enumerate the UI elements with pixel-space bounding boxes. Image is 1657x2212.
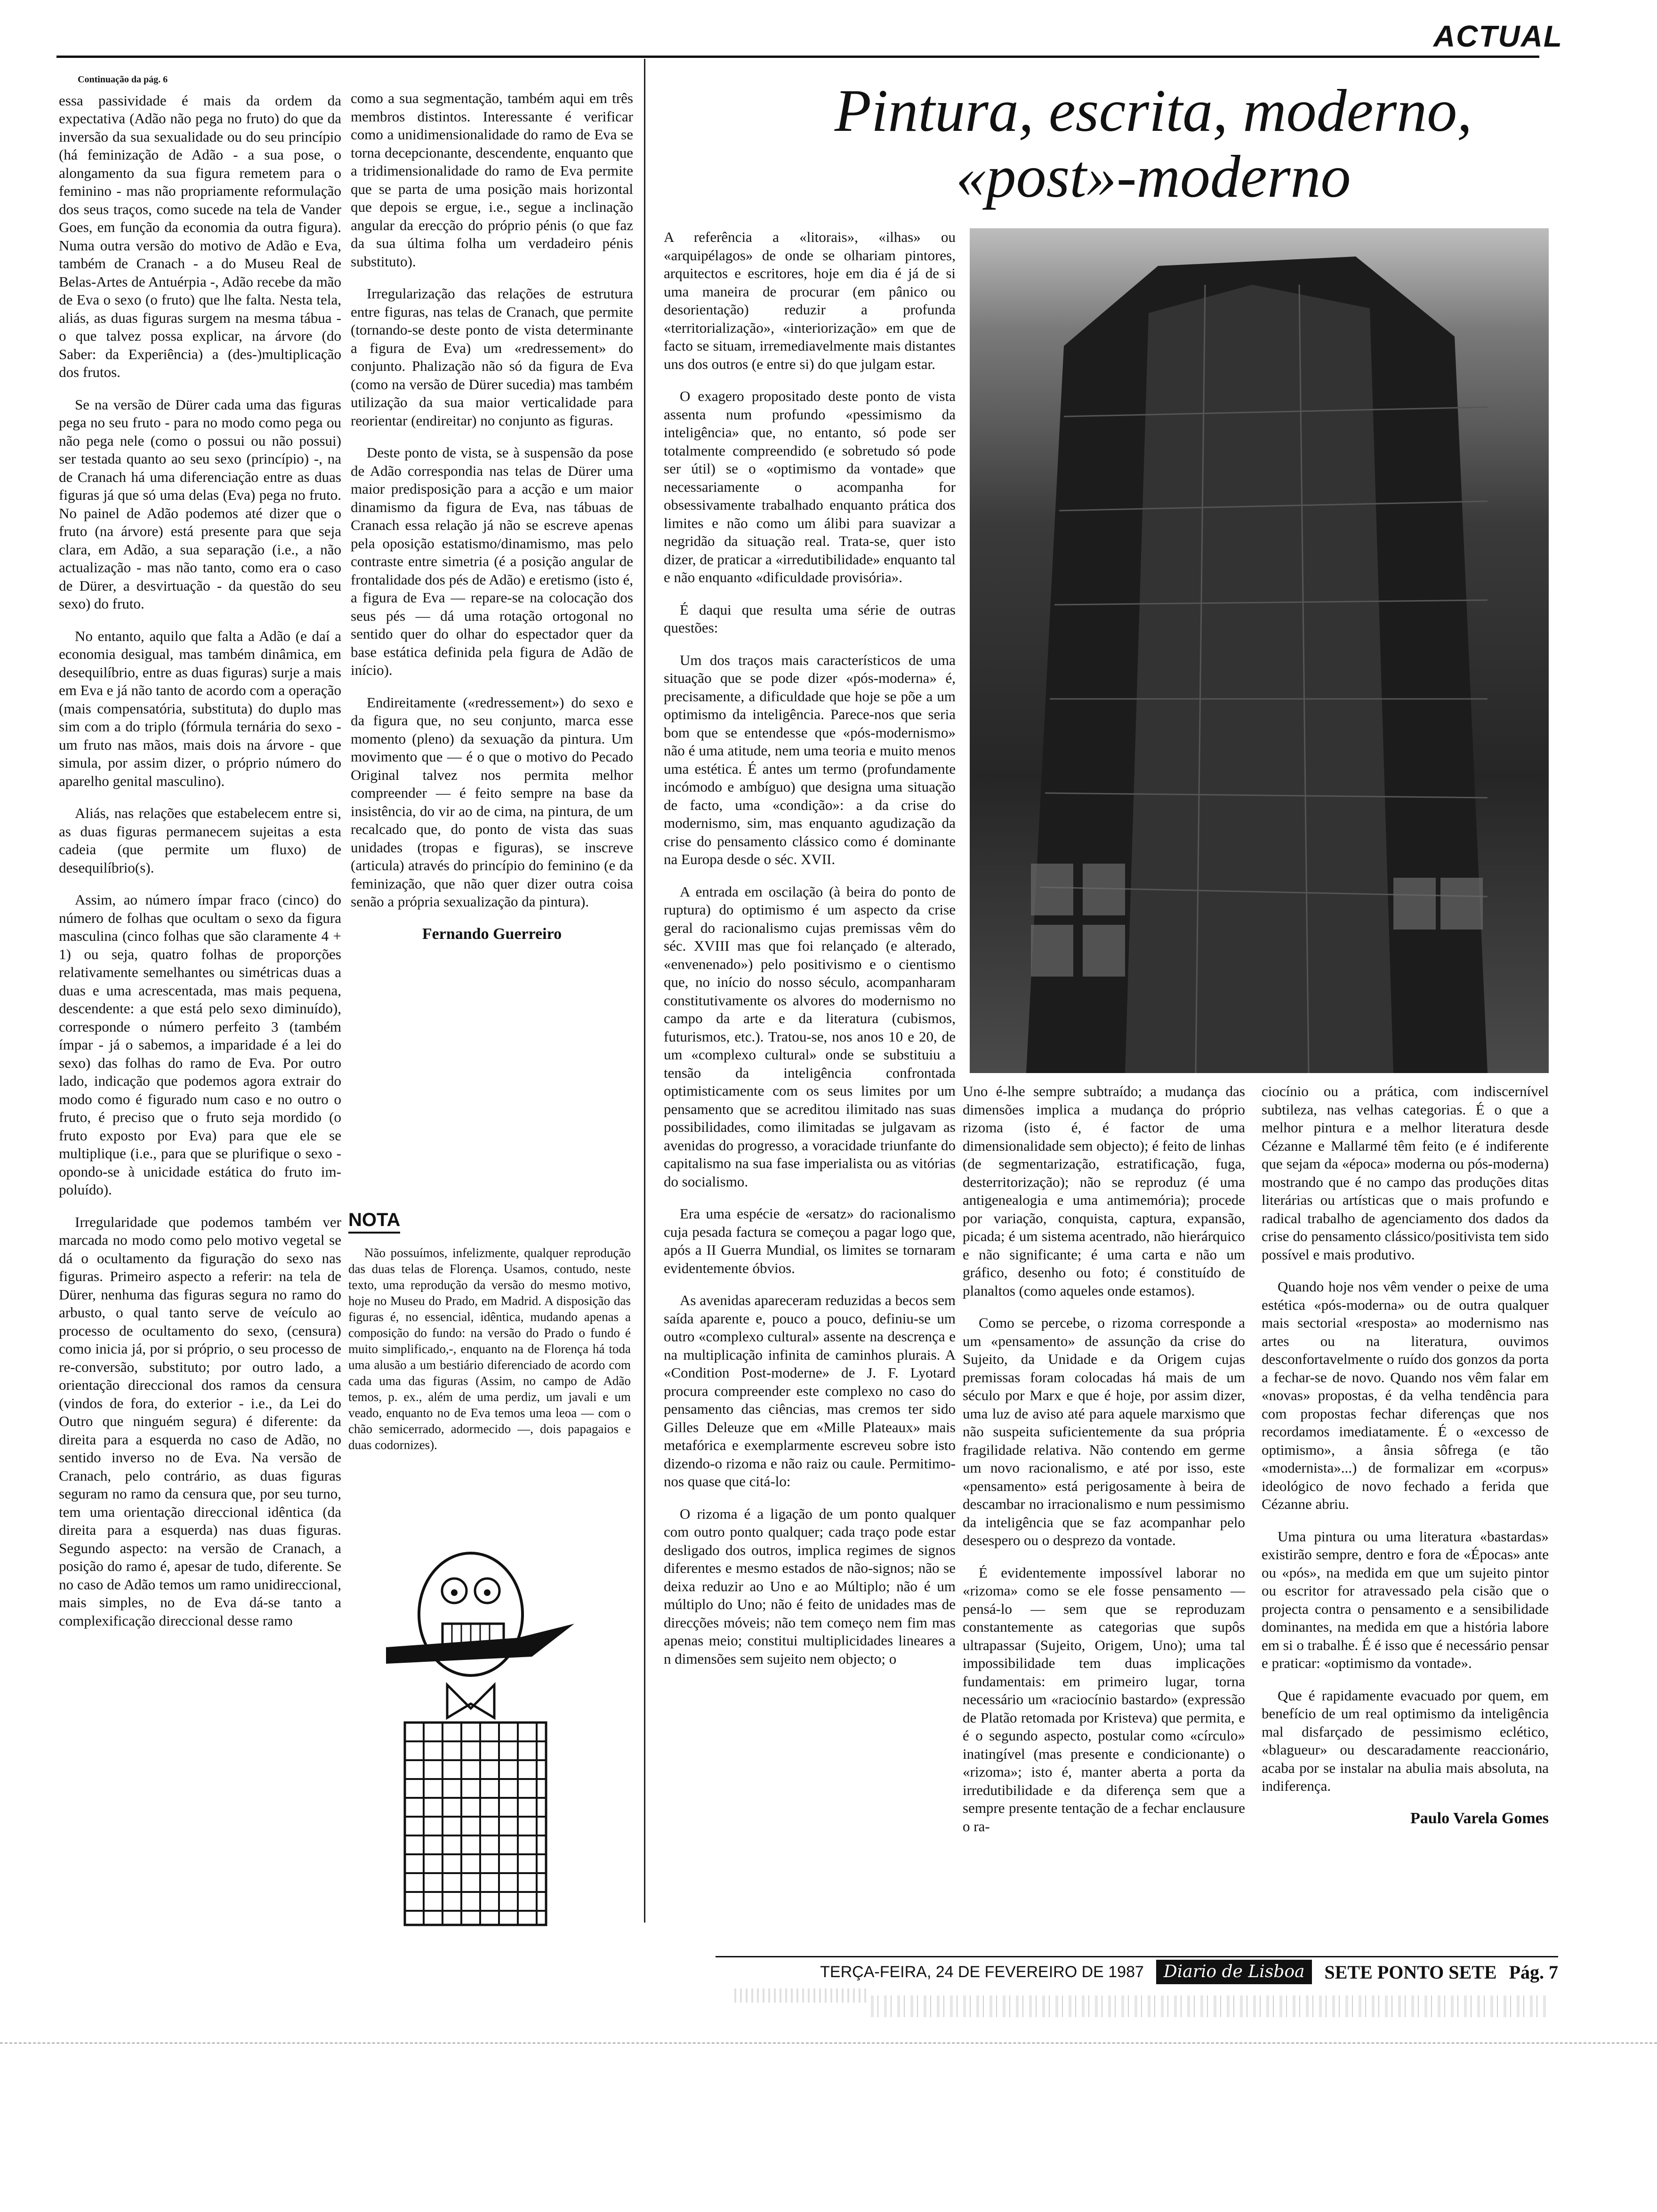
footer-supplement: SETE PONTO SETE: [1324, 1961, 1497, 1983]
bottom-rule: [716, 1956, 1558, 1957]
paragraph: É evidentemente impossível laborar no «rizoma» como se ele fosse pensamento — pensá-lo — sem que se reproduzam constantemente as categorias que supôs ultrapassar (Sujeito, Origem, Uno); uma tal impossibilidade tem duas implicações fundamentais: em primeiro lugar, torna necessário um «raciocínio bastardo» (expressão de Platão retomada por Kristeva) que permita, e é o segundo aspecto, postular como «círculo» inatingível (mas presente e condicionante) o «rizoma»; isto é, manter aberta a porta da irredutibilidade e da diferença sem que a sempre presente tentação de a fechar enclausure o ra-: [963, 1564, 1245, 1835]
column-divider: [644, 59, 645, 1923]
note-heading: NOTA: [348, 1210, 400, 1234]
paragraph: Irregularidade que podemos também ver marcada no modo como pelo motivo vegetal se dá o ocultamento da figuração do sexo nas figuras. Primeiro aspecto a referir: na tela de Dürer, nenhuma das figuras segura no ramo do arbusto, o qual tanto serve de veículo ao processo de ocultamento do sexo, (censura) como inicia já, por si próprio, o seu processo de re-conversão, substituto; por outro lado, a orientação direccional dos ramos da censura (vindos de fora, do exterior - i.e., da Lei do Outro que ninguém segura) é diferente: da direita para a esquerda no caso de Adão, no sentido inverso no de Eva. Na versão de Cranach, pelo contrário, as duas figuras seguram no ramo da censura que, por seu turno, tem uma orientação direccional idêntica (da direita para a esquerda) nas duas figuras. Segundo aspecto: na versão de Cranach, a posição do ramo é, apesar de tudo, diferente. Se no caso de Adão temos um ramo unidireccional, mais simples, no de Eva dá-se tanto a complexificação direccional desse ramo: [59, 1213, 341, 1629]
paragraph: Que é rapidamente evacuado por quem, em benefício de um real optimismo da inteligência mal disfarçado de pessimismo eclético, «blagueur» ou descaradamente reaccionário, acaba por se instalar na abulia mais absoluta, na indiferença.: [1262, 1687, 1549, 1794]
note-text: Não possuímos, infelizmente, qualquer reprodução das duas telas de Florença. Usamos, contudo, neste texto, uma reprodução da versão do mesmo motivo, hoje no Museu do Prado, em Madrid. A disposição das figuras é, no essencial, idêntica, mudando apenas a composição do fundo: na versão do Prado o fundo é muito simplificado,-, enquanto na de Florença há toda uma alusão a um bestiário diferenciado de acordo com cada uma das figuras (Assim, no campo de Adão temos, p. ex., além de uma perdiz, um javali e um veado, enquanto no de Eva temos uma leoa — com o chão semicerrado, adormecido —, dois papagaios e duas codornizes).: [348, 1246, 631, 1452]
scan-edge-line: [0, 2043, 1657, 2044]
bleed-through-strip: [734, 1988, 866, 2003]
paragraph: Uno é-lhe sempre subtraído; a mudança das dimensões implica a mudança do próprio rizoma (isto é, é factor de uma dimensionalidade sem objecto); é feito de linhas (de segmentarização, estratificação, fuga, desterritorização); não se reproduz (é uma antigenealogia e uma antimemória); procede por variação, conquista, captura, expansão, picada; é um sistema acentrado, não hierárquico e não significante; é uma carta e não um gráfico, desenho ou foto; é constituído de planaltos (como aqueles onde estamos).: [963, 1083, 1245, 1299]
paragraph: O exagero propositado deste ponto de vista assenta num profundo «pessimismo da inteligência» que, no entanto, só pode ser totalmente compreendido (e sobretudo só pode ser útil) se o «optimismo da vontade» que necessariamente o acompanha for obsessivamente trabalhado enquanto prática dos limites e não como um álibi para suavizar a negridão da situação real. Trata-se, quer isto dizer, de praticar a «irredutibilidade» enquanto tal e não enquanto «dificuldade provisória».: [664, 388, 956, 585]
left-column: [59, 71, 341, 1644]
paragraph: Como se percebe, o rizoma corresponde a um «pensamento» de assunção da crise do Sujeito, da Unidade e da Origem cujas premissas foram colocadas há mais de um século por Marx e que é hoje, por assim dizer, uma luz de aviso até para aquele marxismo que não suspeita suficientemente da sua própria fragilidade relativa. Não contendo em germe um novo racionalismo, e até por isso, este «pensamento» está perigosamente à beira de descambar no irracionalismo e num pessimismo da inteligência que se faz acompanhar pelo desespero ou o desprezo da vontade.: [963, 1314, 1245, 1548]
paragraph: Um dos traços mais característicos de uma situação que se pode dizer «pós-moderna» é, precisamente, a dificuldade que hoje se põe a um optimismo da inteligência. Parece-nos que seria bom que se entendesse que «pós-modernismo» não é uma atitude, nem uma teoria e muito menos uma estética. É antes um termo (profundamente incómodo e ambíguo) que designa uma situação de facto, uma «condição»: a da crise do modernismo, sim, mas enquanto agudização da crise do pensamento clássico como é dominante na Europa desde o séc. XVII.: [664, 651, 956, 867]
paragraph: essa passividade é mais da ordem da expectativa (Adão não pega no fruto) do que da inversão da sua sexualidade ou do seu princípio (há feminização de Adão - a sua pose, o alongamento da sua figura remetem para o feminino - mas não propriamente reformulação dos seus traços, como sucede na tela de Vander Goes, em função da economia da outra figura). Numa outra versão do motivo de Adão e Eva, também de Cranach - a do Museu Real de Belas-Artes de Antuérpia -, Adão recebe da mão de Eva o sexo (o fruto) que lhe falta. Nesta tela, aliás, as duas figuras surgem na mesma tábua - o que talvez possa explicar, na árvore (do Saber: da Experiência) a (des-)multiplicação dos frutos.: [59, 92, 341, 380]
paragraph: A referência a «litorais», «ilhas» ou «arquipélagos» de onde se olhariam pintores, arquitectos e escritores, hoje em dia é já de si uma maneira de procurar (em pânico ou desorientação) reduzir a profunda «territorialização», «interiorização» em que de facto se situam, irremediavelmente mais distantes uns dos outros (e entre si) do que julgam estar.: [664, 229, 956, 372]
continuation-label: Continuação da pág. 6: [78, 74, 168, 85]
byline-left: Fernando Guerreiro: [422, 925, 562, 943]
paragraph: Deste ponto de vista, se à suspensão da pose de Adão correspondia nas telas de Dürer uma maior predisposição para a acção e um maior dinamismo da figura de Eva, nas tábuas de Cranach essa relação já não se escreve apenas pela oposição estatismo/dinamismo, mas pelo contraste entre simetria (é a posição angular de frontalidade dos pés de Adão) e eretismo (isto é, a figura de Eva — repare-se na colocação dos seus pés — dá uma rotação ortogonal no sentido quer do olhar do espectador quer da base estática definida pela figura de Adão de início).: [351, 444, 633, 678]
paragraph: Assim, ao número ímpar fraco (cinco) do número de folhas que ocultam o sexo da figura masculina (cinco folhas que são claramente 4 + 1) ou seja, quatro folhas de proporções relativamente semelhantes ou simétricas duas a duas e uma acrescentada, mas mais pequena, descendente: a que está pelo sexo diminuído), corresponde o número perfeito 3 (também ímpar - já o sabemos, a imparidade é a lei do sexo) das folhas do ramo de Eva. Por outro lado, indicação que podemos agora extrair do modo como é figurado num caso e no outro o fruto, é preciso que o fruto seja mordido (o fruto exposto por Eva) para que ele se multiplique (i.e., para que se plurifique o sexo - opondo-se à unicidade estática do fruto im-poluído).: [59, 891, 341, 1198]
paragraph: O rizoma é a ligação de um ponto qualquer com outro ponto qualquer; cada traço pode estar desligado dos outros, implica regimes de signos diferentes e mesmo estados de não-signos; não se deixa reduzir ao Uno e ao Múltiplo; não é um múltiplo do Uno; não é feito de unidades mas de direcções móveis; não tem começo nem fim mas apenas meio; constitui multiplicidades lineares a n dimensões sem sujeito nem objecto; o: [664, 1505, 956, 1667]
byline-right: Paulo Varela Gomes: [1410, 1809, 1549, 1827]
paragraph: Era uma espécie de «ersatz» do racionalismo cuja pesada factura se começou a pagar logo que, após a II Guerra Mundial, os limites se tornaram evidentemente óbvios.: [664, 1205, 956, 1276]
paragraph: Quando hoje nos vêm vender o peixe de uma estética «pós-moderna» ou de outra qualquer mais sectorial «resposta» ao modernismo nas artes ou na literatura, ouvimos desconfortavelmente o ruído dos gonzos da porta a fechar-se de novo. Quando nos vêm falar em «novas» propostas, é da velha tendência para com propostas fechar diferenças que nos recordamos imediatamente. É o «excesso de optimismo», a ânsia sôfrega (e tão «modernista»...) de formalizar em «corpus» ideológico de novo fechado a ferida que Cézanne abriu.: [1262, 1278, 1549, 1512]
article-column-2: [963, 1082, 1245, 1850]
footer-date: TERÇA-FEIRA, 24 DE FEVEREIRO DE 1987: [820, 1963, 1144, 1981]
paragraph: ciocínio ou a prática, com indiscernível subtileza, nas velhas categorias. É o que a melhor pintura e a melhor literatura desde Cézanne e Mallarmé têm feito (e é indiferente que sejam da «época» moderna ou pós-moderna) mostrando que é no campo das produções ditas literárias ou artísticas que o mais profundo e radical trabalho de agenciamento dos dados da crise do pensamento clássico/positivista tem sido possível e mais produtivo.: [1262, 1083, 1549, 1263]
paragraph: A entrada em oscilação (à beira do ponto de ruptura) do optimismo é um aspecto da crise geral do racionalismo cujas premissas vêm do séc. XVIII mas que foi relançado (e alterado, «envenenado») pelo positivismo e o cientismo que, no início do nosso século, acompanharam constitutivamente os alvores do modernismo no campo da arte e da literatura (cubismos, futurismos, etc.). Tratou-se, nos anos 10 e 20, de um «complexo cultural» onde se substituiu a tensão da inteligência confrontada optimisticamente com os seus limites por um pensamento que se acreditou ilimitado nas suas possibilidades, como ilimitadas se julgavam as avenidas do progresso, a voracidade triunfante do capitalismo na sua fase imperialista ou as vitórias do socialismo.: [664, 883, 956, 1190]
paragraph: Se na versão de Dürer cada uma das figuras pega no seu fruto - para no modo como pega ou não pega nele (como o possui ou não possui) ser testada quanto ao seu sexo (princípio) -, na de Cranach há uma diferenciação entre as duas figuras já que só uma delas (Eva) pega no fruto. No painel de Adão podemos até dizer que o fruto (na árvore) está presente para que seja clara, em Adão, a sua separação (i.e., a não actualização - mas não tanto, como era o caso de Dürer, a desvirtuação - da questão do seu sexo) do fruto.: [59, 396, 341, 612]
cartoon-figure: [377, 1544, 603, 1930]
paragraph: No entanto, aquilo que falta a Adão (e daí a economia desigual, mas também dinâmica, em desequilíbrio, entre as duas figuras) surje a mais em Eva e já não tanto de acordo com a operação (mais compensatória, substituta) do duplo mas sim com a do triplo (fórmula ternária do sexo - um fruto nas mãos, mais dois na árvore - que simula, por assim dizer, o próprio número do aparelho genital masculino).: [59, 627, 341, 789]
building-photo: [970, 228, 1549, 1073]
paragraph: É daqui que resulta uma série de outras questões:: [664, 601, 956, 636]
paragraph: Endireitamente («redressement») do sexo e da figura que, no seu conjunto, marca esse momento (pleno) da sexuação da pintura. Um movimento que — é o que o motivo do Pecado Original talvez nos permita melhor compreender — é feito sempre na base da insistência, do vir ao de cima, na pintura, de um recalcado que, do ponto de vista das suas unidades (tropas e figuras), se inscreve (articula) através do princípio do feminino (e da feminização, que não quer dizer outra coisa senão a própria sexualização da pintura).: [351, 694, 633, 910]
middle-column: [351, 89, 633, 943]
headline: Pintura, escrita, moderno, «post»-moderno: [834, 77, 1472, 210]
article-column-1: [664, 228, 956, 1682]
paragraph: Irregularização das relações de estrutura entre figuras, nas telas de Cranach, que permite (tornando-se deste ponto de vista determinante a figura de Eva) um «redressement» do conjunto. Phalização não só da figura de Eva (como na versão de Dürer sucedia) mas também utilização da sua maior verticalidade para reorientar (endireitar) no conjunto as figuras.: [351, 285, 633, 429]
section-title: ACTUAL: [1433, 19, 1563, 53]
footer-masthead: Diario de Lisboa: [1156, 1960, 1312, 1984]
note-box: [348, 1210, 631, 1453]
bleed-through-strip: [871, 1996, 1549, 2017]
page-footer: [716, 1958, 1558, 1986]
footer-page-number: Pág. 7: [1509, 1961, 1558, 1983]
article-column-3: [1262, 1082, 1549, 1827]
paragraph: como a sua segmentação, também aqui em três membros distintos. Interessante é verificar como a unidimensionalidade do ramo de Eva se torna decepcionante, descendente, enquanto que a tridimensionalidade do ramo de Eva permite que se parta de uma posição mais horizontal que depois se ergue, i.e., segue a inclinação angular da erecção do próprio pénis (o que faz da sua última folha um verdadeiro pénis substituto).: [351, 90, 633, 270]
top-rule: [56, 56, 1539, 58]
paragraph: Aliás, nas relações que estabelecem entre si, as duas figuras permanecem sujeitas a esta cadeia (que permite um fluxo) de desequilíbrio(s).: [59, 805, 341, 876]
paragraph: As avenidas apareceram reduzidas a becos sem saída aparente e, pouco a pouco, definiu-se um outro «complexo cultural» assente na descrença e na multiplicação infinita de caminhos plurais. A «Condition Post-moderne» de J. F. Lyotard procura compreender este complexo no caso do pensamento das ciências, mas cremos ter sido Gilles Deleuze que em «Mille Plateaux» mais metafórica e exemplarmente escreveu sobre isto dizendo-o rizoma e não raiz ou caule. Permitimo-nos quase que citá-lo:: [664, 1292, 956, 1490]
paragraph: Uma pintura ou uma literatura «bastardas» existirão sempre, dentro e fora de «Épocas» ante ou «pós», na medida em que um sujeito pintor ou escritor for atravessado pela cisão que o projecta contra o pensamento e a sensibilidade dominantes, na medida em que a história labore em si o trabalhe. É é isso que é necessário pensar e praticar: «optimismo da vontade».: [1262, 1528, 1549, 1671]
